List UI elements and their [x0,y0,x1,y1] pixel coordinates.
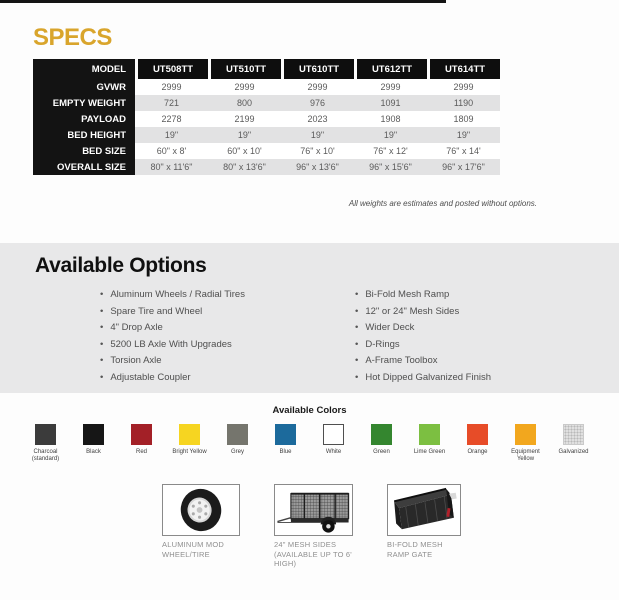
color-swatch-label: White [325,449,342,455]
spec-value: 96" x 15'6" [354,159,427,175]
bullet-icon: • [100,322,104,333]
available-options-section [0,243,619,393]
spec-model-header: UT510TT [208,59,281,79]
gallery-caption: 24" MESH SIDES (AVAILABLE UP TO 6' HIGH) [274,540,352,568]
spec-value: 80" x 13'6" [208,159,281,175]
color-chip [467,424,488,445]
color-chip [179,424,200,445]
aluminum-wheel-photo [162,484,240,536]
option-label: Adjustable Coupler [110,371,191,383]
color-swatch [412,424,447,463]
spec-value: 2999 [281,79,354,95]
spec-value: 1190 [427,95,500,111]
color-swatch-label: Charcoal (standard) [31,449,60,462]
spec-value: 19" [135,127,208,143]
color-swatch-label: Lime Green [413,449,446,455]
spec-value: 19" [354,127,427,143]
color-chip [227,424,248,445]
spec-table [33,59,500,175]
spec-model-header: UT614TT [427,59,500,79]
option-label: D-Rings [365,338,400,350]
feature-gallery [0,484,619,569]
gallery-item-bifold-ramp [387,484,461,569]
spec-value: 1809 [427,111,500,127]
option-item [100,370,355,387]
available-colors-title: Available Colors [272,405,347,416]
spec-value: 2999 [354,79,427,95]
spec-row [33,159,500,175]
spec-value: 19" [208,127,281,143]
option-label: Spare Tire and Wheel [110,305,203,317]
color-chip [323,424,344,445]
color-chip [35,424,56,445]
color-swatch-label: Equipment Yellow [511,449,540,462]
option-item [355,337,491,354]
spec-row [33,79,500,95]
color-swatch-label: Black [86,449,101,455]
option-item [355,287,491,304]
bullet-icon: • [355,289,359,300]
color-swatch [124,424,159,463]
bullet-icon: • [355,371,359,383]
spec-row [33,111,500,127]
spec-value: 2999 [135,79,208,95]
option-item [355,304,491,321]
available-options-title: Available Options [35,254,207,277]
spec-row-label: GVWR [33,79,135,95]
color-swatch [268,424,303,463]
option-label: Torsion Axle [110,355,162,366]
option-item [355,320,491,337]
color-swatch [28,424,63,463]
spec-value: 1091 [354,95,427,111]
option-label: Aluminum Wheels / Radial Tires [110,289,245,300]
color-swatch [460,424,495,463]
color-swatch-label: Bright Yellow [172,449,207,455]
color-swatch-label: Orange [467,449,488,455]
spec-header-model-label: MODEL [33,59,135,79]
color-swatch [172,424,207,463]
option-item [100,304,355,321]
option-item [100,337,355,354]
color-swatch-label: Grey [230,449,244,455]
option-item [100,320,355,337]
spec-row [33,143,500,159]
gallery-caption: BI-FOLD MESH RAMP GATE [387,540,443,559]
bullet-icon: • [355,338,359,350]
spec-row-label: PAYLOAD [33,111,135,127]
bullet-icon: • [355,322,359,333]
spec-model-header: UT612TT [354,59,427,79]
spec-row [33,127,500,143]
spec-value: 2999 [427,79,500,95]
spec-value: 976 [281,95,354,111]
option-label: 4" Drop Axle [110,322,163,333]
page-title: SPECS [33,24,112,51]
spec-value: 60" x 8' [135,143,208,159]
spec-value: 80" x 11'6" [135,159,208,175]
option-label: Hot Dipped Galvanized Finish [365,371,492,383]
options-list-left [100,287,355,386]
bullet-icon: • [355,355,359,366]
mesh-sides-photo [274,484,353,536]
spec-value: 2199 [208,111,281,127]
spec-value: 1908 [354,111,427,127]
option-label: A-Frame Toolbox [365,355,438,366]
option-item [100,353,355,370]
color-swatch [76,424,111,463]
spec-value: 76" x 10' [281,143,354,159]
color-swatch-row [0,424,619,463]
spec-row-label: BED HEIGHT [33,127,135,143]
color-swatch [316,424,351,463]
color-swatch [508,424,543,463]
color-swatch [220,424,255,463]
spec-header-row [33,59,500,79]
bullet-icon: • [100,371,104,383]
color-chip [371,424,392,445]
gallery-item-wheel [162,484,240,569]
option-item [355,353,491,370]
spec-value: 721 [135,95,208,111]
spec-value: 2999 [208,79,281,95]
spec-value: 800 [208,95,281,111]
option-label: 5200 LB Axle With Upgrades [110,338,232,350]
spec-value: 2278 [135,111,208,127]
spec-value: 96" x 17'6" [427,159,500,175]
spec-value: 19" [427,127,500,143]
spec-value: 76" x 12' [354,143,427,159]
color-chip [83,424,104,445]
bullet-icon: • [355,305,359,317]
spec-row-label: OVERALL SIZE [33,159,135,175]
gallery-caption: ALUMINUM MOD WHEEL/TIRE [162,540,224,559]
options-columns [0,287,619,386]
option-label: 12" or 24" Mesh Sides [365,305,460,317]
color-chip [515,424,536,445]
color-swatch-label: Red [135,449,147,455]
spec-row-label: EMPTY WEIGHT [33,95,135,111]
gallery-item-mesh-sides [274,484,353,569]
options-list-right [355,287,491,386]
spec-model-header: UT508TT [135,59,208,79]
weights-footnote: All weights are estimates and posted without options. [348,199,537,208]
color-swatch [556,424,591,463]
bullet-icon: • [100,305,104,317]
spec-value: 2023 [281,111,354,127]
option-label: Wider Deck [365,322,415,333]
option-item [355,370,491,387]
top-crop-bar [0,0,446,3]
bifold-ramp-photo [387,484,461,536]
spec-row-label: BED SIZE [33,143,135,159]
option-label: Bi-Fold Mesh Ramp [365,289,450,300]
spec-value: 60" x 10' [208,143,281,159]
spec-value: 96" x 13'6" [281,159,354,175]
color-swatch-label: Green [373,449,390,455]
option-item [100,287,355,304]
spec-row [33,95,500,111]
color-chip [563,424,584,445]
bullet-icon: • [100,355,104,366]
bullet-icon: • [100,289,104,300]
spec-value: 76" x 14' [427,143,500,159]
color-swatch-label: Blue [279,449,292,455]
spec-model-header: UT610TT [281,59,354,79]
color-chip [419,424,440,445]
color-chip [275,424,296,445]
color-swatch-label: Galvanized [558,449,589,455]
bullet-icon: • [100,338,104,350]
color-chip [131,424,152,445]
color-swatch [364,424,399,463]
spec-value: 19" [281,127,354,143]
